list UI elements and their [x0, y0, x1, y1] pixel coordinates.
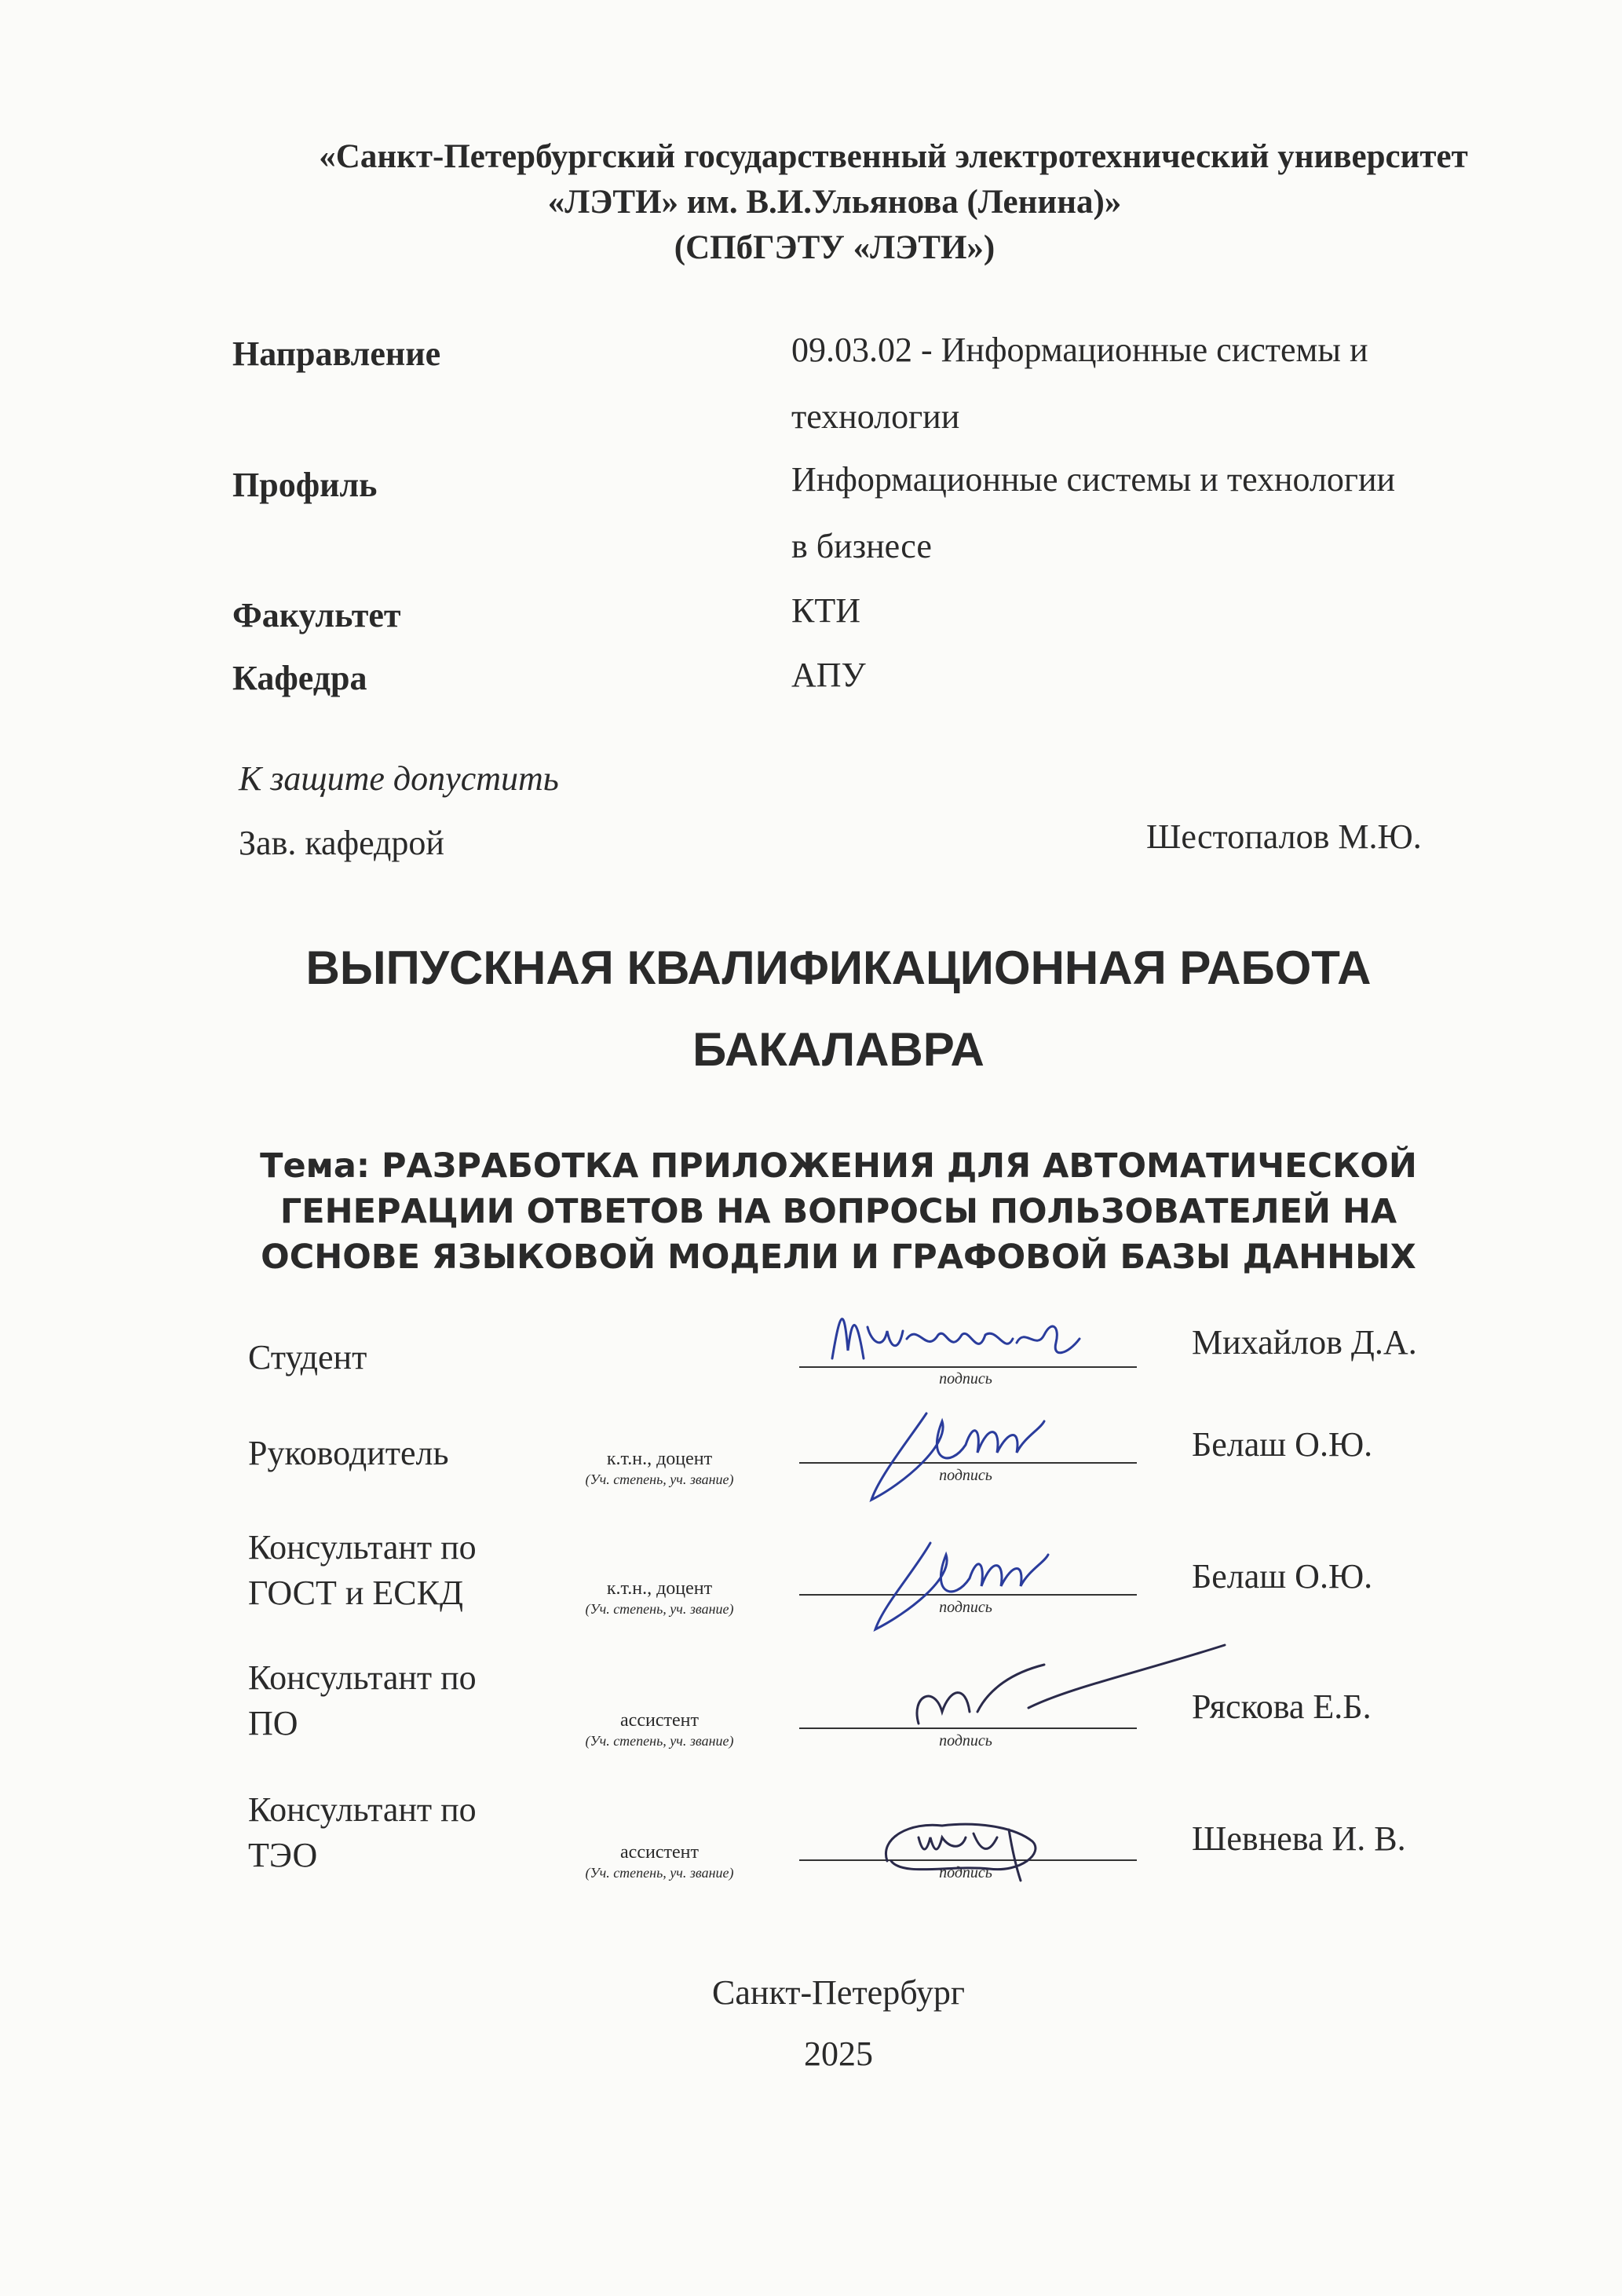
gost-consultant-signature-caption: подпись: [939, 1599, 992, 1616]
direction-value-line-2: технологии: [791, 397, 960, 436]
teo-consultant-role: [248, 1787, 477, 1878]
student-role: Студент: [248, 1338, 367, 1377]
gost-consultant-role-line-1: Консультант по: [248, 1528, 477, 1567]
supervisor-role: Руководитель: [248, 1434, 449, 1472]
work-title-line-2: БАКАЛАВРА: [692, 1023, 985, 1076]
teo-consultant-signature-image: [864, 1806, 1068, 1885]
department-value: АПУ: [791, 656, 866, 694]
student-name: Михайлов Д.А.: [1192, 1323, 1417, 1362]
gost-consultant-degree-text: к.т.н., доцент: [606, 1578, 713, 1599]
faculty-value: КТИ: [791, 591, 860, 630]
profile-value-line-1: Информационные системы и технологии: [791, 460, 1396, 499]
work-title-line-1: ВЫПУСКНАЯ КВАЛИФИКАЦИОННАЯ РАБОТА: [305, 941, 1372, 994]
po-consultant-role-line-1: Консультант по: [248, 1658, 477, 1697]
gost-consultant-signature-image: [856, 1531, 1076, 1641]
gost-consultant-degree: [542, 1578, 777, 1618]
university-name-line-1: «Санкт-Петербургский государственный электротехнический университет: [319, 138, 1468, 175]
footer-city: Санкт-Петербург: [712, 1973, 965, 2012]
teo-consultant-degree-hint: (Уч. степень, уч. звание): [585, 1865, 734, 1881]
student-signature-image: [809, 1296, 1123, 1374]
direction-label: Направление: [232, 335, 441, 373]
theme-line-3: ОСНОВЕ ЯЗЫКОВОЙ МОДЕЛИ И ГРАФОВОЙ БАЗЫ ДАННЫХ: [261, 1238, 1416, 1277]
supervisor-name: Белаш О.Ю.: [1192, 1425, 1373, 1464]
supervisor-degree-text: к.т.н., доцент: [606, 1449, 713, 1469]
po-consultant-signature-caption: подпись: [939, 1732, 992, 1749]
teo-consultant-role-line-1: Консультант по: [248, 1790, 477, 1829]
profile-label: Профиль: [232, 466, 378, 504]
teo-consultant-role-line-2: ТЭО: [248, 1836, 318, 1874]
teo-consultant-name: Шевнева И. В.: [1192, 1819, 1406, 1858]
footer-year: 2025: [804, 2035, 873, 2073]
teo-consultant-degree: [542, 1842, 777, 1881]
university-name-line-2: «ЛЭТИ» им. В.И.Ульянова (Ленина)»: [547, 184, 1122, 221]
theme-line-2: ГЕНЕРАЦИИ ОТВЕТОВ НА ВОПРОСЫ ПОЛЬЗОВАТЕЛЕЙ НА: [279, 1192, 1397, 1231]
gost-consultant-role: [248, 1525, 477, 1616]
theme-line-1: Тема: РАЗРАБОТКА ПРИЛОЖЕНИЯ ДЛЯ АВТОМАТИЧЕСКОЙ: [260, 1146, 1417, 1186]
po-consultant-degree: [542, 1710, 777, 1749]
faculty-label: Факультет: [232, 596, 401, 634]
po-consultant-degree-text: ассистент: [620, 1710, 699, 1731]
gost-consultant-degree-hint: (Уч. степень, уч. звание): [585, 1601, 734, 1617]
student-signature-caption: подпись: [939, 1370, 992, 1387]
head-of-department-label: Зав. кафедрой: [239, 824, 444, 862]
po-consultant-signature-image: [887, 1641, 1233, 1735]
supervisor-degree: [542, 1449, 777, 1488]
gost-consultant-name: Белаш О.Ю.: [1192, 1557, 1373, 1596]
po-consultant-degree-hint: (Уч. степень, уч. звание): [585, 1733, 734, 1749]
teo-consultant-degree-text: ассистент: [620, 1842, 699, 1863]
po-consultant-role-line-2: ПО: [248, 1704, 298, 1742]
profile-value-line-2: в бизнесе: [791, 527, 932, 565]
head-of-department-name: Шестопалов М.Ю.: [1146, 817, 1422, 856]
admit-to-defense: К защите допустить: [239, 759, 559, 798]
po-consultant-role: [248, 1655, 477, 1746]
teo-consultant-signature-caption: подпись: [939, 1864, 992, 1881]
supervisor-signature-image: [856, 1398, 1076, 1508]
supervisor-degree-hint: (Уч. степень, уч. звание): [585, 1472, 734, 1487]
department-label: Кафедра: [232, 659, 367, 697]
po-consultant-name: Ряскова Е.Б.: [1192, 1687, 1372, 1726]
gost-consultant-role-line-2: ГОСТ и ЕСКД: [248, 1574, 464, 1612]
supervisor-signature-caption: подпись: [939, 1467, 992, 1484]
university-short-name: (СПбГЭТУ «ЛЭТИ»): [674, 229, 995, 266]
direction-value-line-1: 09.03.02 - Информационные системы и: [791, 331, 1368, 369]
